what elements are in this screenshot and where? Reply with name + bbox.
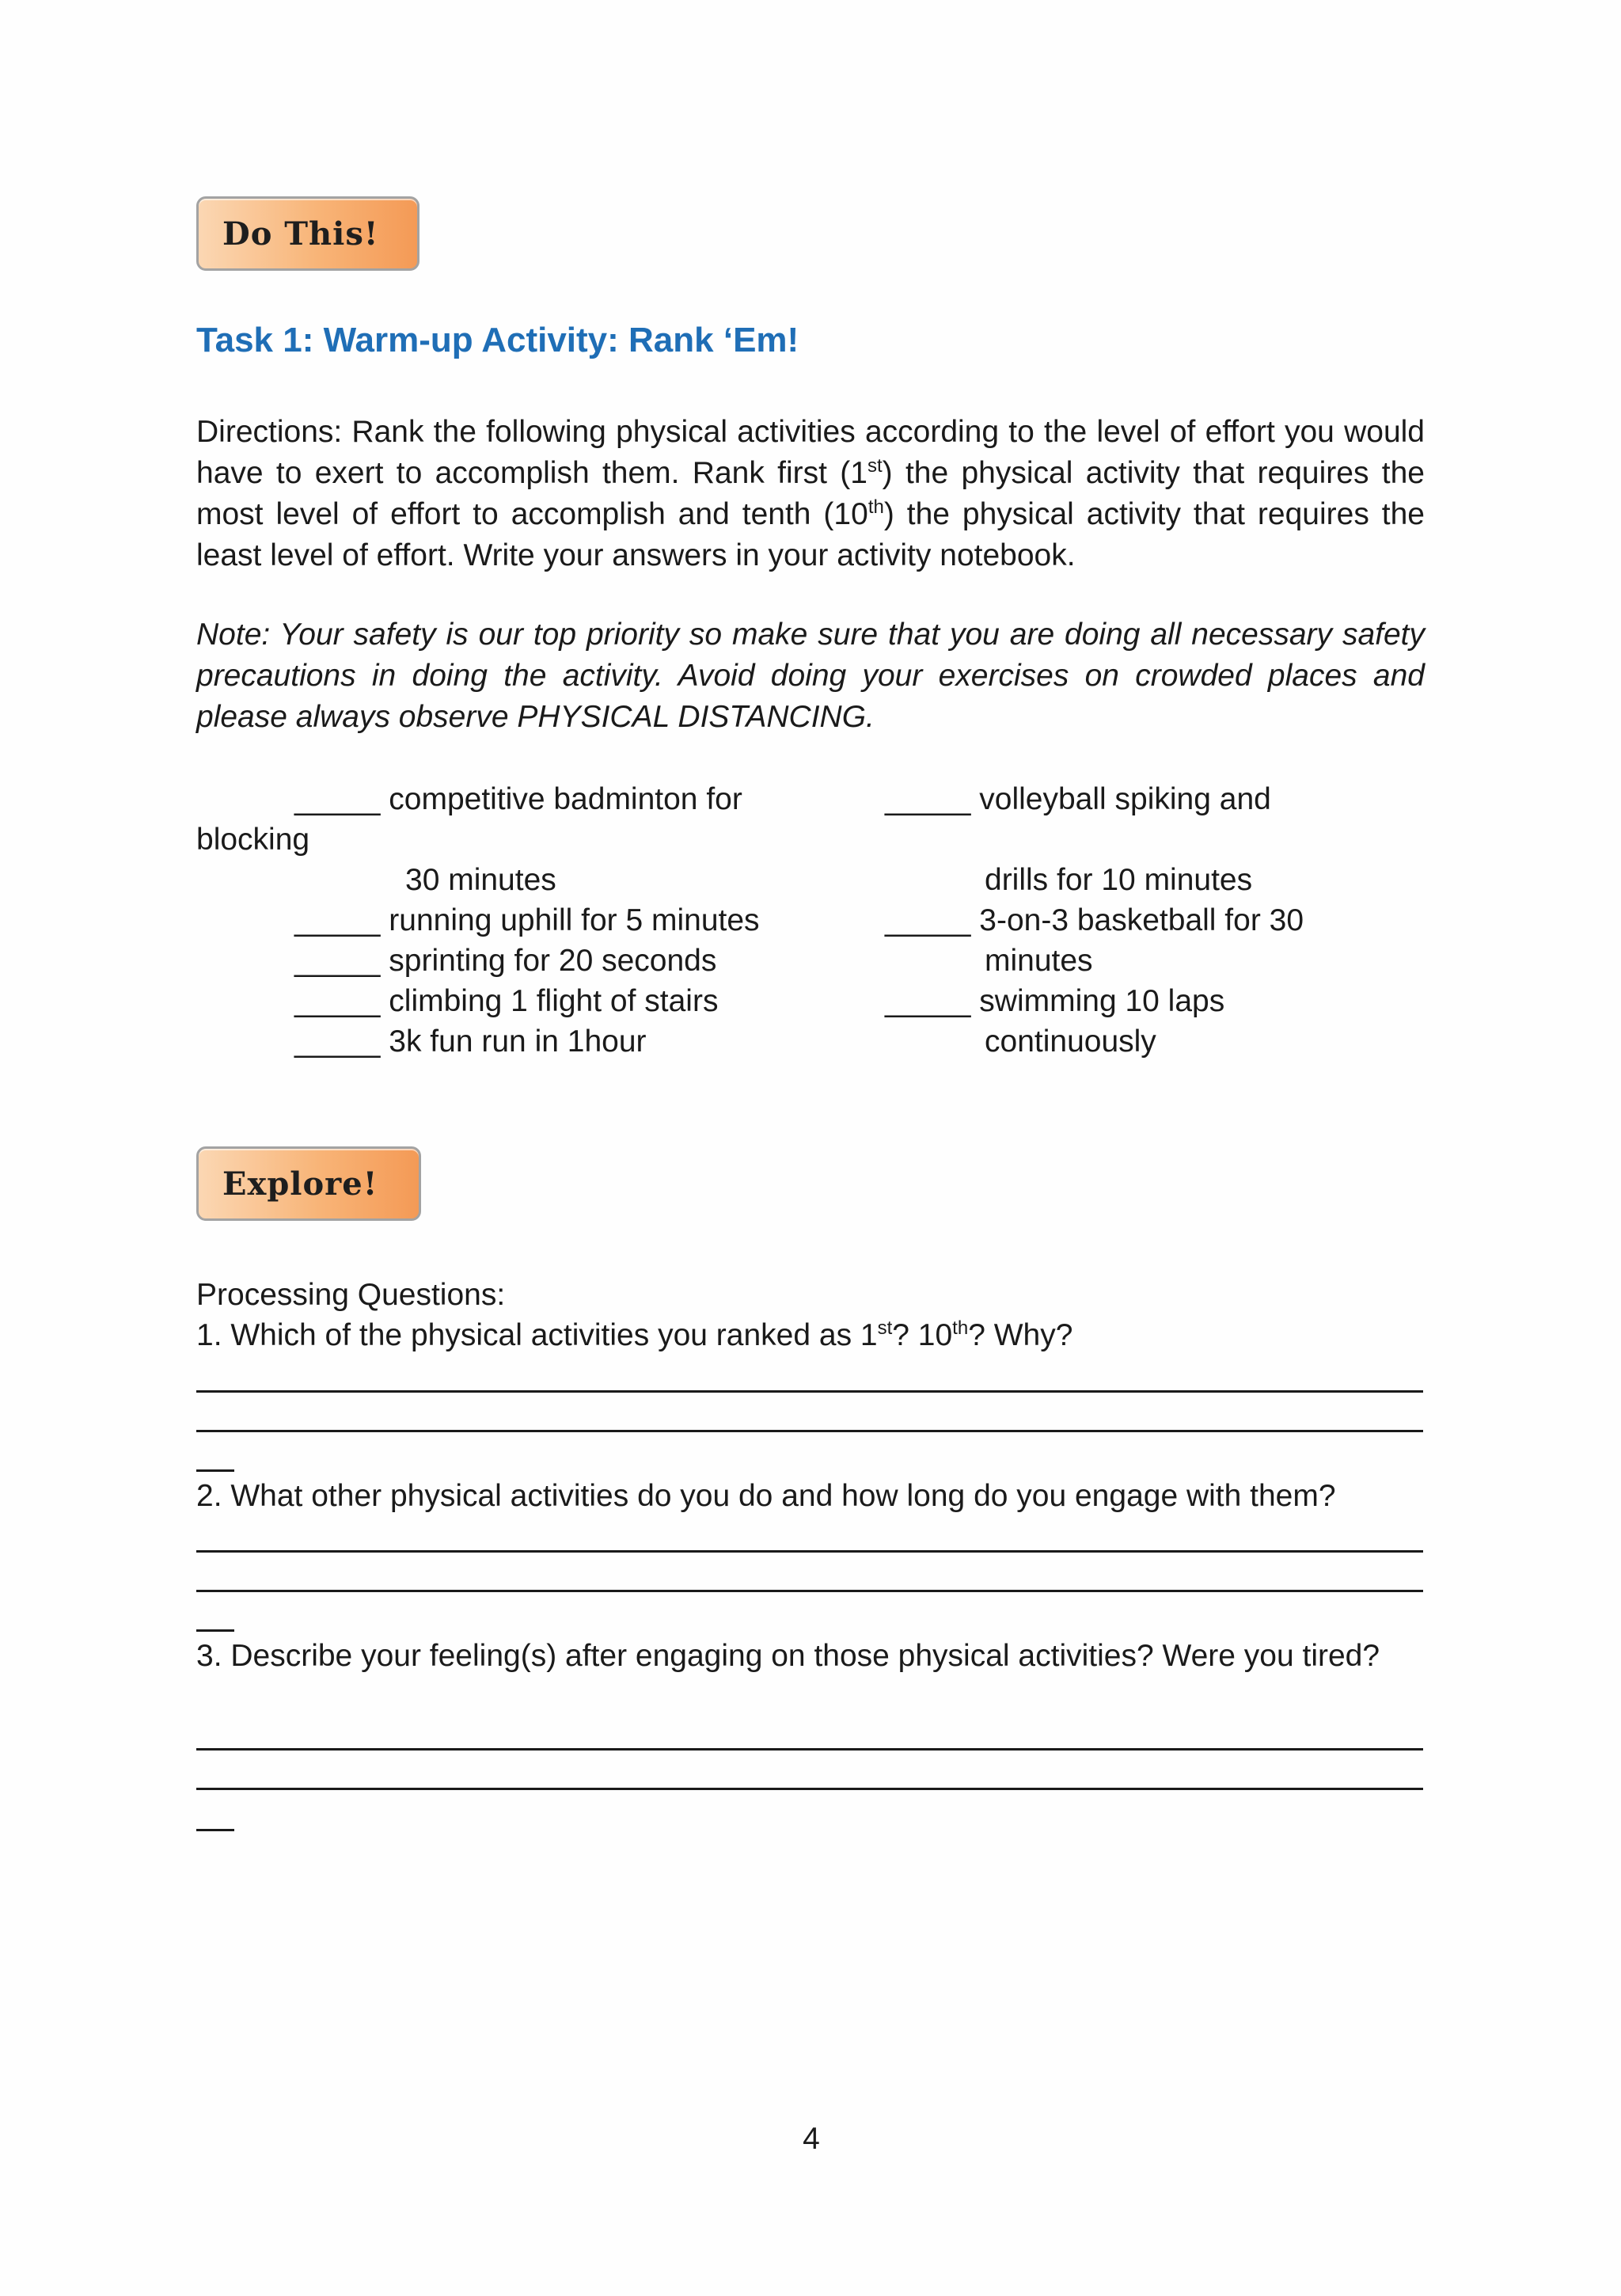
activity-left-2: _____ running uphill for 5 minutes: [294, 903, 760, 937]
question-3: 3. Describe your feeling(s) after engaging on those physical activities? Were you tired?: [196, 1639, 1380, 1673]
explore-badge: [196, 1146, 421, 1221]
directions-text-3: ) the physical activity that requires the least level of effort. Write your answers in your activity notebook.: [196, 497, 1425, 572]
activity-right-2: _____ 3-on-3 basketball for 30: [885, 903, 1304, 937]
processing-heading: Processing Questions:: [196, 1278, 506, 1312]
activity-right-1-cont: drills for 10 minutes: [985, 863, 1253, 897]
answer-line[interactable]: [196, 1788, 1423, 1790]
directions-text-1: Directions: Rank the following physical activities according to the level of effort you would have to exert to accomplish them. Rank first (1: [196, 415, 1425, 490]
directions-sup-2: th: [867, 496, 884, 518]
question-1-sup-1: st: [877, 1317, 893, 1339]
activity-left-1-cont: 30 minutes: [405, 863, 556, 897]
answer-line[interactable]: [196, 1748, 1423, 1751]
answer-line[interactable]: [196, 1590, 1423, 1592]
activity-wrap-text: blocking: [196, 823, 310, 857]
question-1-text-3: ? Why?: [968, 1318, 1073, 1352]
do-this-badge: [196, 196, 419, 271]
activity-right-3: _____ swimming 10 laps: [885, 984, 1225, 1018]
activity-left-5: _____ 3k fun run in 1hour: [294, 1024, 647, 1059]
activity-right-3-cont: continuously: [985, 1024, 1156, 1059]
answer-line[interactable]: [196, 1430, 1423, 1432]
activity-right-2-cont: minutes: [985, 944, 1093, 978]
directions-text-2: ) the physical activity that requires the most level of effort to accomplish and tenth (10: [196, 456, 1425, 531]
answer-line-stub[interactable]: [196, 1829, 234, 1831]
answer-line[interactable]: [196, 1550, 1423, 1553]
directions-paragraph: [196, 412, 1425, 576]
task-title: Task 1: Warm-up Activity: Rank ‘Em!: [196, 321, 799, 359]
activity-left-4: _____ climbing 1 flight of stairs: [294, 984, 719, 1018]
question-1-sup-2: th: [952, 1317, 969, 1339]
answer-line[interactable]: [196, 1390, 1423, 1393]
safety-note: Note: Your safety is our top priority so make sure that you are doing all necessary safety precautions in doing the activity. Avoid doing your exercises on crowded places and please always observe PHYSICAL DISTANCING.: [196, 618, 1425, 734]
question-1-text-2: ? 10: [892, 1318, 953, 1352]
explore-label: Explore!: [222, 1165, 378, 1203]
question-1-text-1: 1. Which of the physical activities you ranked as 1: [196, 1318, 878, 1352]
directions-sup-1: st: [867, 455, 883, 477]
answer-line-stub[interactable]: [196, 1629, 234, 1632]
activity-right-1: _____ volleyball spiking and: [885, 782, 1271, 816]
answer-line-stub[interactable]: [196, 1469, 234, 1472]
question-1: [196, 1315, 1425, 1356]
do-this-label: Do This!: [222, 215, 379, 253]
page-number: 4: [803, 2122, 820, 2156]
activity-left-1: _____ competitive badminton for: [294, 782, 742, 816]
question-2: 2. What other physical activities do you do and how long do you engage with them?: [196, 1479, 1336, 1513]
activity-left-3: _____ sprinting for 20 seconds: [294, 944, 717, 978]
